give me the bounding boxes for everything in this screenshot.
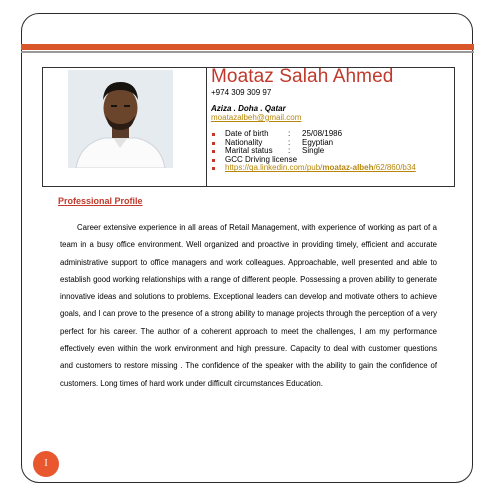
linkedin-link-handle: moataz-albeh bbox=[322, 163, 374, 173]
detail-colon: : bbox=[288, 137, 291, 147]
email-link[interactable]: moatazalbeh@gmail.com bbox=[211, 113, 302, 122]
linkedin-link-suffix: /62/860/b34 bbox=[373, 163, 416, 173]
detail-value: 25/08/1986 bbox=[302, 129, 343, 138]
bullet-icon bbox=[212, 167, 215, 170]
phone-number: +974 309 309 97 bbox=[211, 88, 272, 97]
detail-label: Nationality bbox=[225, 137, 263, 147]
professional-profile bbox=[60, 219, 437, 392]
detail-value: Egyptian bbox=[302, 137, 334, 147]
profile-photo bbox=[68, 70, 173, 168]
detail-value: Single bbox=[302, 146, 325, 156]
person-photo-icon bbox=[68, 70, 173, 168]
linkedin-link-prefix: https://qa.linkedin.com/pub/ bbox=[225, 163, 323, 173]
detail-colon: : bbox=[288, 129, 291, 138]
profile-paragraph: Career extensive experience in all areas of Retail Management, with experience of working as part of a team in a busy office environment. Well organized and proactive in providing timely, efficient and accurate administrative support to office managers and work colleagues. Approachable, well presented and able to establish good working relationships with a range of different people. Possessing a proven ability to generate innovative ideas and solutions to problems. Exceptional leaders can develop and motivate others to achieve goals, and I can prove to the presence of a strong ability to manage projects through the perception of a very perfect for his career. The author of a coherent approach to meet the challenges, I am my performance effectively even within the work environment and high pressure. Capacity to deal with customer questions and customers to restore missing . The confidence of the speaker with the ability to gain the confidence of customers. Long times of hard work under difficult circumstances Education. bbox=[60, 223, 437, 388]
detail-label: Date of birth bbox=[225, 129, 269, 138]
page-number: I bbox=[33, 451, 59, 477]
bullet-icon bbox=[212, 133, 215, 136]
bullet-icon bbox=[212, 159, 215, 162]
section-title: Professional Profile bbox=[58, 196, 143, 206]
linkedin-link[interactable] bbox=[225, 164, 416, 173]
header-band-underline bbox=[21, 51, 474, 53]
address: Aziza . Doha . Qatar bbox=[211, 104, 286, 113]
header-divider bbox=[206, 67, 207, 187]
bullet-icon bbox=[212, 142, 215, 145]
bullet-icon bbox=[212, 150, 215, 153]
candidate-name: Moataz Salah Ahmed bbox=[211, 66, 394, 87]
detail-label: Marital status bbox=[225, 146, 273, 156]
driving-license: GCC Driving license bbox=[225, 154, 298, 164]
header-band bbox=[21, 44, 474, 50]
detail-colon: : bbox=[288, 146, 291, 156]
